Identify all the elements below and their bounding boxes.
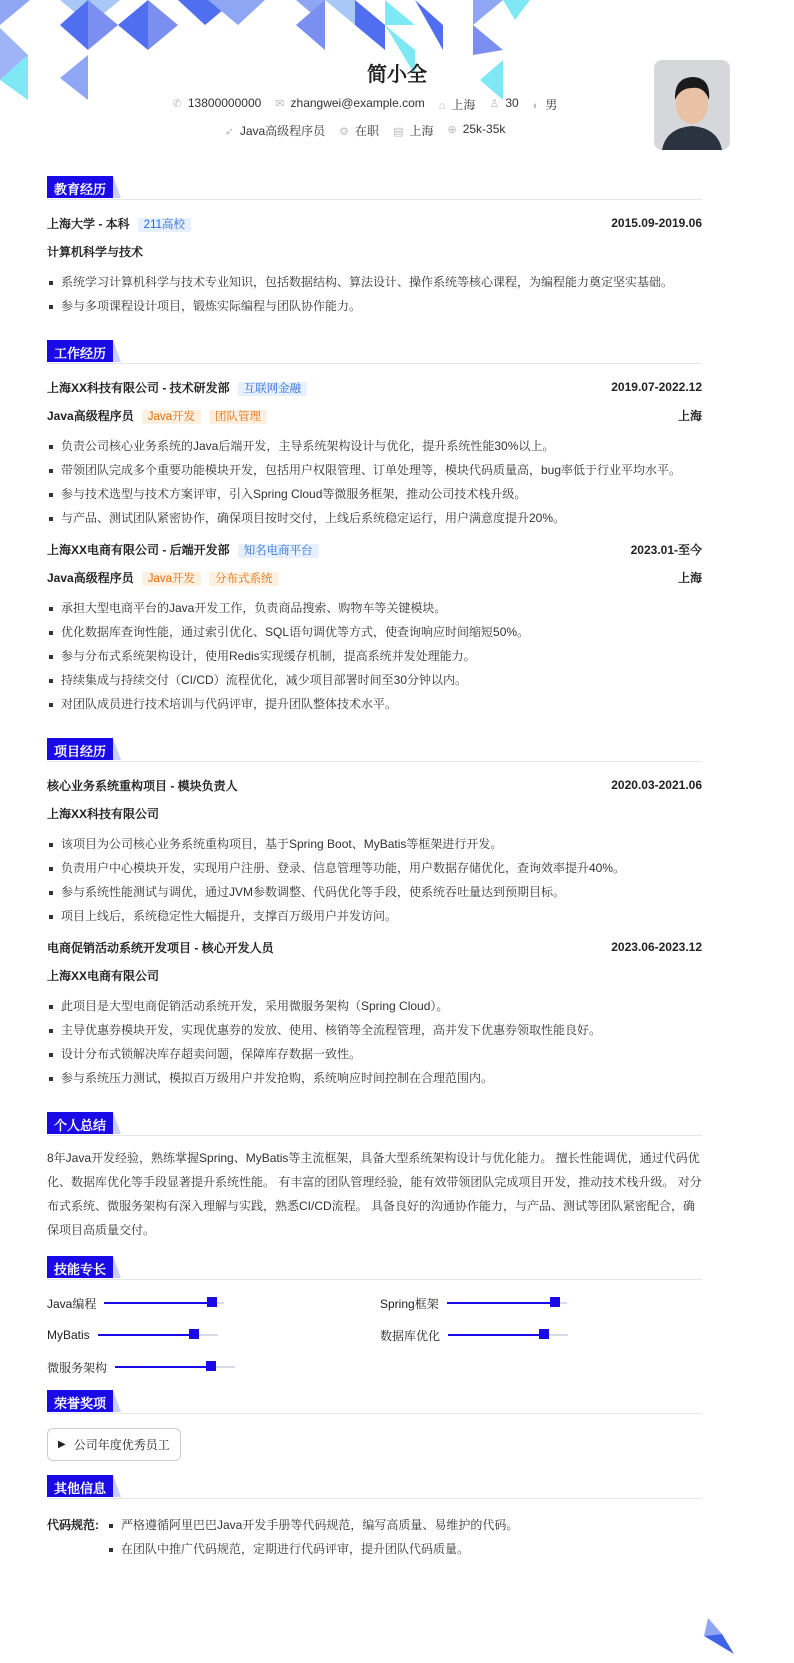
list-item: 该项目为公司核心业务系统重构项目，基于Spring Boot、MyBatis等框架进行开发。 bbox=[47, 832, 702, 856]
skill-level-bar bbox=[104, 1302, 224, 1304]
industry-tag: 知名电商平台 bbox=[238, 544, 319, 558]
skill-item bbox=[47, 1326, 380, 1344]
list-item: 负责用户中心模块开发，实现用户注册、登录、信息管理等功能，用户数据存储优化，查询效率提升40%。 bbox=[47, 856, 702, 880]
company: 上海XX科技有限公司 - 技术研发部 bbox=[47, 380, 230, 395]
section-education: 教育经历 bbox=[47, 176, 702, 200]
phone-icon: ✆ bbox=[172, 98, 182, 110]
send-icon: ➶ bbox=[224, 126, 234, 138]
email: ✉ zhangwei@example.com bbox=[275, 96, 425, 110]
date: 2023.06-2023.12 bbox=[611, 940, 702, 954]
skill-tag: Java开发 bbox=[142, 572, 201, 586]
age: ♙ 30 bbox=[489, 96, 519, 110]
project-company-row bbox=[47, 804, 702, 822]
summary-text: 8年Java开发经验，熟练掌握Spring、MyBatis等主流框架，具备大型系统架构设计与优化能力。 擅长性能调优，通过代码优化、数据库优化等手段显著提升系统性能。 有丰富的团队管理经验，能有效带领团队完成项目开发，推动技术栈升级。 对分布式系统、微服务架构有深入理解与实践，熟悉CI/CD流程。 具备良好的沟通协作能力，与产品、测试等团队紧密配合，确保项目高质量交付。 bbox=[47, 1151, 702, 1237]
project-company: 上海XX电商有限公司 bbox=[47, 968, 160, 983]
school-tag: 211高校 bbox=[138, 218, 191, 232]
major: 计算机科学与技术 bbox=[47, 244, 144, 259]
skill-level-fill bbox=[448, 1334, 544, 1336]
spacer bbox=[47, 1100, 702, 1112]
job-bullets bbox=[47, 596, 702, 716]
role-group bbox=[47, 569, 279, 586]
list-item: 参与系统压力测试，模拟百万级用户并发抢购，系统响应时间控制在合理范围内。 bbox=[47, 1066, 702, 1090]
project-bullets bbox=[47, 994, 702, 1090]
role-group bbox=[47, 407, 267, 424]
skill-level-handle bbox=[539, 1329, 549, 1339]
skill-name: 数据库优化 bbox=[380, 1328, 441, 1343]
job-intent-row bbox=[0, 122, 730, 139]
list-item: 严格遵循阿里巴巴Java开发手册等代码规范，编写高质量、易维护的代码。 bbox=[107, 1513, 702, 1537]
list-item: 主导优惠券模块开发，实现优惠券的发放、使用、核销等全流程管理，高并发下优惠券领取性能良好。 bbox=[47, 1018, 702, 1042]
skill-tag: 分布式系统 bbox=[209, 572, 279, 586]
status-icon: ⚙ bbox=[339, 126, 350, 138]
skill-name: MyBatis bbox=[47, 1328, 90, 1342]
project-bullets bbox=[47, 832, 702, 928]
skill-item bbox=[47, 1294, 380, 1312]
list-item: 项目上线后，系统稳定性大幅提升，支撑百万级用户并发访问。 bbox=[47, 904, 702, 928]
list-item: 优化数据库查询性能，通过索引优化、SQL语句调优等方式，使查询响应时间缩短50%。 bbox=[47, 620, 702, 644]
company: 上海XX电商有限公司 - 后端开发部 bbox=[47, 542, 230, 557]
skill-level-handle bbox=[206, 1361, 216, 1371]
list-item: 参与系统性能测试与调优，通过JVM参数调整、代码优化等手段，使系统吞吐量达到预期目标。 bbox=[47, 880, 702, 904]
role: Java高级程序员 bbox=[47, 408, 134, 423]
money-icon: ⊕ bbox=[447, 124, 457, 136]
resume-body bbox=[47, 176, 702, 1571]
skill-item bbox=[47, 1358, 380, 1376]
candidate-name: 简小全 bbox=[367, 64, 427, 86]
project-name: 电商促销活动系统开发项目 - 核心开发人员 bbox=[47, 940, 274, 955]
section-summary: 个人总结 bbox=[47, 1112, 702, 1136]
project-name: 核心业务系统重构项目 - 模块负责人 bbox=[47, 778, 238, 793]
date: 2015.09-2019.06 bbox=[611, 216, 702, 230]
list-item: 参与多项课程设计项目，锻炼实际编程与团队协作能力。 bbox=[47, 294, 702, 318]
skill-level-bar bbox=[448, 1334, 568, 1336]
skill-level-fill bbox=[115, 1366, 211, 1368]
status: ⚙ 在职 bbox=[339, 124, 380, 138]
skill-level-fill bbox=[447, 1302, 555, 1304]
list-item: 负责公司核心业务系统的Java后端开发，主导系统架构设计与优化，提升系统性能30%以上。 bbox=[47, 434, 702, 458]
skill-level-bar bbox=[447, 1302, 567, 1304]
skill-level-handle bbox=[189, 1329, 199, 1339]
city: 上海 bbox=[677, 408, 702, 423]
project-company: 上海XX科技有限公司 bbox=[47, 806, 160, 821]
skill-item bbox=[380, 1326, 702, 1344]
mail-icon: ✉ bbox=[275, 98, 285, 110]
section-projects: 项目经历 bbox=[47, 738, 702, 762]
triangle-icon: ▶ bbox=[58, 1439, 66, 1450]
date: 2023.01-至今 bbox=[630, 542, 702, 557]
section-skills: 技能专长 bbox=[47, 1256, 702, 1280]
salary: ⊕ 25k-35k bbox=[447, 122, 506, 136]
corner-decoration bbox=[700, 1618, 736, 1658]
skill-level-fill bbox=[98, 1334, 194, 1336]
target-city: ▤ 上海 bbox=[393, 124, 434, 138]
list-item: 在团队中推广代码规范，定期进行代码评审，提升团队代码质量。 bbox=[107, 1537, 702, 1561]
skill-level-handle bbox=[207, 1297, 217, 1307]
job-company-group bbox=[47, 541, 319, 558]
list-item: 承担大型电商平台的Java开发工作，负责商品搜索、购物车等关键模块。 bbox=[47, 596, 702, 620]
project-header bbox=[47, 776, 702, 794]
home-icon: ⌂ bbox=[438, 100, 446, 112]
spacer bbox=[47, 726, 702, 738]
job-header bbox=[47, 378, 702, 396]
phone: ✆ 13800000000 bbox=[172, 96, 262, 110]
location: ⌂ 上海 bbox=[438, 98, 476, 112]
industry-tag: 互联网金融 bbox=[238, 382, 308, 396]
list-item: 与产品、测试团队紧密协作，确保项目按时交付，上线后系统稳定运行，用户满意度提升20%。 bbox=[47, 506, 702, 530]
section-other: 其他信息 bbox=[47, 1475, 702, 1499]
project-company-row bbox=[47, 966, 702, 984]
skill-level-handle bbox=[550, 1297, 560, 1307]
skill-level-bar bbox=[98, 1334, 218, 1336]
skill-level-fill bbox=[104, 1302, 212, 1304]
list-item: 对团队成员进行技术培训与代码评审，提升团队整体技术水平。 bbox=[47, 692, 702, 716]
list-item: 带领团队完成多个重要功能模块开发，包括用户权限管理、订单处理等，模块代码质量高，bug率低于行业平均水平。 bbox=[47, 458, 702, 482]
skill-tag: 团队管理 bbox=[209, 410, 267, 424]
avatar bbox=[654, 60, 730, 150]
building-icon: ▤ bbox=[393, 126, 404, 138]
skill-name: Spring框架 bbox=[380, 1296, 439, 1311]
job-header bbox=[47, 540, 702, 558]
date: 2020.03-2021.06 bbox=[611, 778, 702, 792]
skill-item bbox=[380, 1294, 702, 1312]
project-header bbox=[47, 938, 702, 956]
education-bullets bbox=[47, 270, 702, 318]
contact-row bbox=[0, 96, 730, 113]
skill-level-bar bbox=[115, 1366, 235, 1368]
section-awards: 荣誉奖项 bbox=[47, 1390, 702, 1414]
cake-icon: ♙ bbox=[489, 98, 500, 110]
job-role-row bbox=[47, 406, 702, 424]
skill-name: Java编程 bbox=[47, 1296, 97, 1311]
other-label: 代码规范: bbox=[47, 1518, 99, 1532]
job-role-row bbox=[47, 568, 702, 586]
job-company-group bbox=[47, 379, 307, 396]
list-item: 参与分布式系统架构设计，使用Redis实现缓存机制，提高系统并发处理能力。 bbox=[47, 644, 702, 668]
date: 2019.07-2022.12 bbox=[611, 380, 702, 394]
position: ➶ Java高级程序员 bbox=[224, 124, 326, 138]
list-item: 此项目是大型电商促销活动系统开发，采用微服务架构（Spring Cloud）。 bbox=[47, 994, 702, 1018]
award-item: ▶ 公司年度优秀员工 bbox=[47, 1428, 181, 1461]
list-item: 参与技术选型与技术方案评审，引入Spring Cloud等微服务框架，推动公司技术栈升级。 bbox=[47, 482, 702, 506]
school: 上海大学 - 本科 bbox=[47, 216, 130, 231]
role: Java高级程序员 bbox=[47, 570, 134, 585]
list-item: 设计分布式锁解决库存超卖问题，保障库存数据一致性。 bbox=[47, 1042, 702, 1066]
city: 上海 bbox=[677, 570, 702, 585]
section-work: 工作经历 bbox=[47, 340, 702, 364]
gender-icon: ◐ bbox=[532, 100, 540, 112]
skill-name: 微服务架构 bbox=[47, 1360, 108, 1375]
skill-tag: Java开发 bbox=[142, 410, 201, 424]
gender: ◐ 男 bbox=[532, 98, 558, 112]
job-bullets bbox=[47, 434, 702, 530]
list-item: 系统学习计算机科学与技术专业知识，包括数据结构、算法设计、操作系统等核心课程，为编程能力奠定坚实基础。 bbox=[47, 270, 702, 294]
list-item: 持续集成与持续交付（CI/CD）流程优化，减少项目部署时间至30分钟以内。 bbox=[47, 668, 702, 692]
